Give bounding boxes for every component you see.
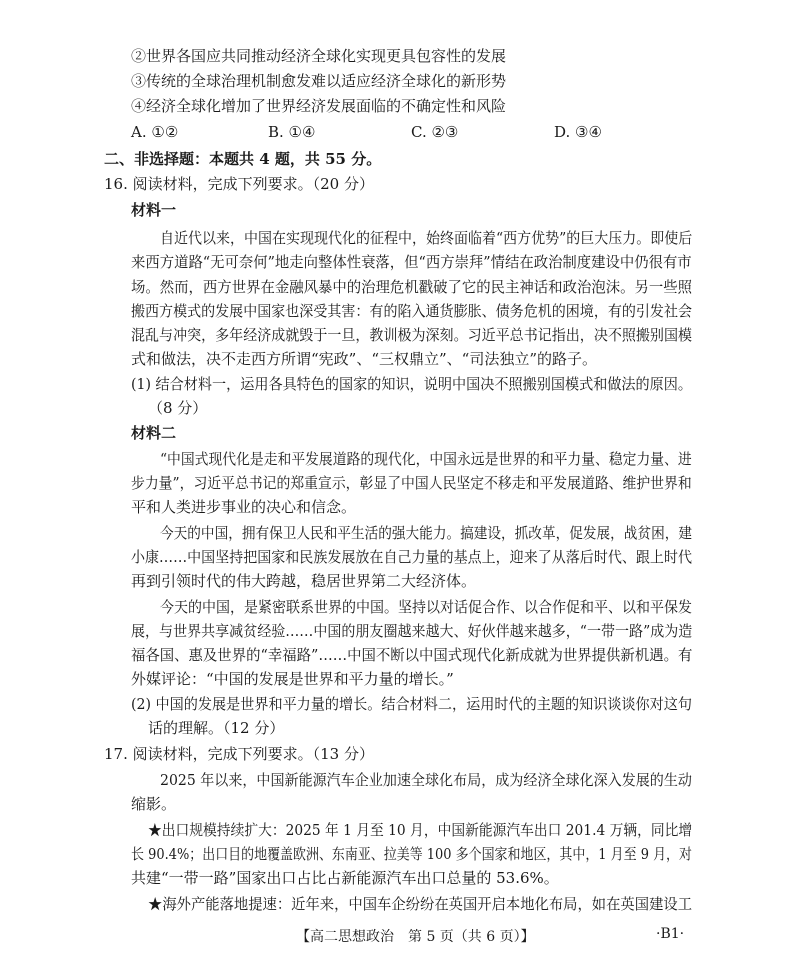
material1-line: 来西方道路“无可奈何”地走向整体性衰落，但“西方崇拜”情结在政治制度建设中仍很有市 — [131, 253, 692, 271]
q16-sub1-score: （8 分） — [148, 399, 208, 417]
material1-line: 混乱与冲突，多年经济成就毁于一旦，教训极为深刻。习近平总书记指出，决不照搬别国模 — [131, 326, 693, 344]
section-heading: 二、非选择题：本题共 4 题，共 55 分。 — [104, 150, 382, 168]
statement-2: ②世界各国应共同推动经济全球化实现更具包容性的发展 — [131, 47, 507, 65]
q17-line: ★出口规模持续扩大：2025 年 1 月至 10 月，中国新能源汽车出口 201.4 万辆，同比增 — [148, 821, 693, 839]
q16-sub1: (1) 结合材料一，运用各具特色的国家的知识，说明中国决不照搬别国模式和做法的原因。 — [131, 375, 693, 393]
material2-line: “中国式现代化是走和平发展道路的现代化，中国永远是世界的和平力量、稳定力量、进 — [160, 450, 692, 468]
footer-mark: ·B1· — [656, 926, 685, 942]
material2-line: 展，与世界共享减贫经验……中国的朋友圈越来越大、好伙伴越来越多，“一带一路”成为造 — [131, 622, 693, 640]
material2-line: 步力量”，习近平总书记的郑重宣示，彰显了中国人民坚定不移走和平发展道路、维护世界和 — [131, 474, 692, 492]
statement-3: ③传统的全球治理机制愈发难以适应经济全球化的新形势 — [131, 72, 507, 90]
q17-line: ★海外产能落地提速：近年来，中国车企纷纷在英国开启本地化布局，如在英国建设工 — [148, 895, 693, 913]
q17-line: 2025 年以来，中国新能源汽车企业加速全球化布局，成为经济全球化深入发展的生动 — [160, 771, 692, 789]
material1-line: 式和做法，决不走西方所谓“宪政”、“三权鼎立”、“司法独立”的路子。 — [131, 350, 598, 368]
material2-line: 福各国、惠及世界的“幸福路”……中国不断以中国式现代化新成就为世界提供新机遇。有 — [131, 646, 693, 664]
material2-label: 材料二 — [131, 424, 177, 442]
material2-line: 再到引领时代的伟大跨越，稳居世界第二大经济体。 — [131, 572, 477, 590]
q17-line: 缩影。 — [131, 795, 177, 813]
material1-label: 材料一 — [131, 201, 177, 219]
option-b: B. ①④ — [268, 123, 316, 141]
q17-line: 共建“一带一路”国家出口占比占新能源汽车出口总量的 53.6%。 — [131, 869, 559, 887]
material2-line: 今天的中国，是紧密联系世界的中国。坚持以对话促合作、以合作促和平、以和平保发 — [160, 598, 692, 616]
q16-sub2-cont: 话的理解。（12 分） — [148, 719, 285, 737]
option-c: C. ②③ — [411, 123, 459, 141]
material2-line: 平和人类进步事业的决心和信念。 — [131, 498, 357, 516]
q16-sub2: (2) 中国的发展是世界和平力量的增长。结合材料二，运用时代的主题的知识谈谈你对这句 — [131, 695, 693, 713]
material1-line: 自近代以来，中国在实现现代化的征程中，始终面临着“西方优势”的巨大压力。即使后 — [160, 229, 693, 247]
statement-4: ④经济全球化增加了世界经济发展面临的不确定性和风险 — [131, 97, 507, 115]
q17-title: 17. 阅读材料，完成下列要求。（13 分） — [104, 745, 374, 763]
material2-line: 外媒评论：“中国的发展是世界和平力量的增长。” — [131, 670, 454, 688]
material2-line: 今天的中国，拥有保卫人民和平生活的强大能力。搞建设，抓改革，促发展，战贫困，建 — [160, 524, 693, 542]
material1-line: 场。然而，西方世界在金融风暴中的治理危机戳破了它的民主神话和政治泡沫。另一些照 — [131, 278, 693, 296]
option-d: D. ③④ — [554, 123, 602, 141]
option-a: A. ①② — [131, 123, 179, 141]
material1-line: 搬西方模式的发展中国家也深受其害：有的陷入通货膨胀、债务危机的困境，有的引发社会 — [131, 302, 693, 320]
q17-line: 长 90.4%；出口目的地覆盖欧洲、东南亚、拉美等 100 多个国家和地区，其中，1 月至 9 月，对 — [131, 845, 692, 863]
q16-title: 16. 阅读材料，完成下列要求。（20 分） — [104, 175, 374, 193]
page-footer: 【高二思想政治 第 5 页（共 6 页）】 — [296, 929, 535, 945]
material2-line: 小康……中国坚持把国家和民族发展放在自己力量的基点上，迎来了从落后时代、跟上时代 — [131, 548, 693, 566]
